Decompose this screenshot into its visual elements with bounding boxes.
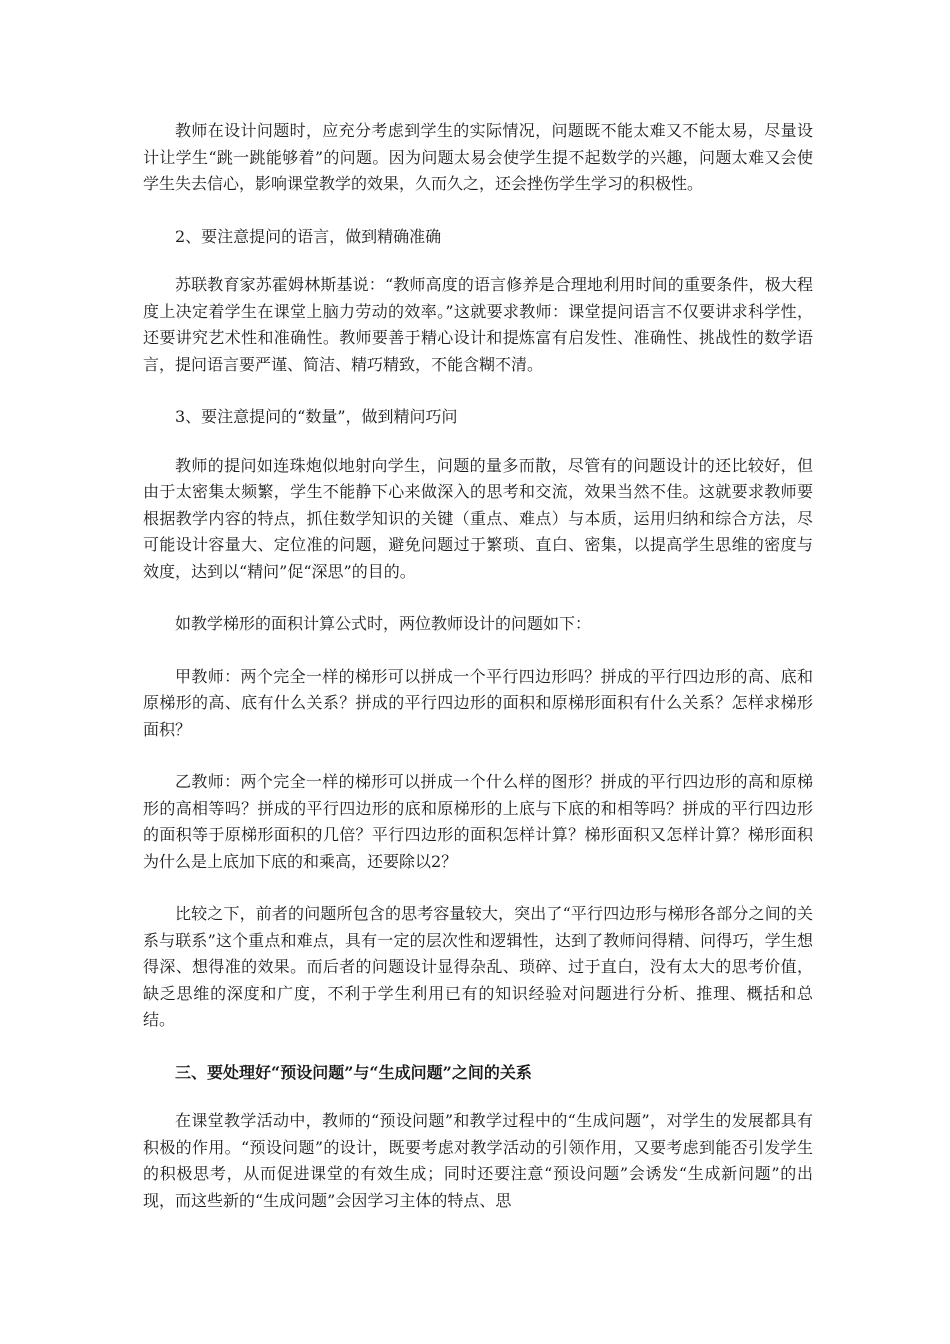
paragraph-teacher-b-questions: 乙教师：两个完全一样的梯形可以拼成一个什么样的图形？拼成的平行四边形的高和原梯形的高相等吗？拼成的平行四边形的底和原梯形的上底与下底的和相等吗？拼成的平行四边形的面积等于原梯形面积的几倍？平行四边形的面积怎样计算？梯形面积又怎样计算？梯形面积为什么是上底加下底的和乘高，还要除以2？ [143, 772, 813, 871]
paragraph-teacher-a-questions: 甲教师：两个完全一样的梯形可以拼成一个平行四边形吗？拼成的平行四边形的高、底和原梯形的高、底有什么关系？拼成的平行四边形的面积和原梯形面积有什么关系？怎样求梯形面积？ [143, 666, 813, 739]
paragraph-comparison: 比较之下，前者的问题所包含的思考容量较大，突出了“平行四边形与梯形各部分之间的关系与联系”这个重点和难点，具有一定的层次性和逻辑性，达到了教师问得精、问得巧，学生想得深、想得准的效果。而后者的问题设计显得杂乱、琐碎、过于直白，没有太大的思考价值，缺乏思维的深度和广度，不利于学生利用已有的知识经验对问题进行分析、推理、概括和总结。 [143, 904, 813, 1029]
subheading-question-quantity: 3、要注意提问的“数量”，做到精问巧问 [175, 407, 458, 426]
document-body [143, 118, 813, 1240]
section-heading-preset-vs-generated: 三、要处理好“预设问题”与“生成问题”之间的关系 [175, 1062, 532, 1082]
paragraph-preset-questions: 在课堂教学活动中，教师的“预设问题”和教学过程中的“生成问题”，对学生的发展都具有积极的作用。“预设问题”的设计，既要考虑对教学活动的引领作用，又要考虑到能否引发学生的积极思考，从而促进课堂的有效生成；同时还要注意“预设问题”会诱发“生成新问题”的出现，而这些新的“生成问题”会因学习主体的特点、思 [143, 1111, 813, 1210]
paragraph-trapezoid-example-intro: 如教学梯形的面积计算公式时，两位教师设计的问题如下： [175, 614, 592, 633]
paragraph-question-difficulty: 教师在设计问题时，应充分考虑到学生的实际情况，问题既不能太难又不能太易，尽量设计让学生“跳一跳能够着”的问题。因为问题太易会使学生提不起数学的兴趣，问题太难又会使学生失去信心，影响课堂教学的效果，久而久之，还会挫伤学生学习的积极性。 [143, 121, 813, 193]
paragraph-sukhomlinsky-quote: 苏联教育家苏霍姆林斯基说：“教师高度的语言修养是合理地利用时间的重要条件，极大程度上决定着学生在课堂上脑力劳动的效率。”这就要求教师：课堂提问语言不仅要讲求科学性，还要讲究艺术性和准确性。教师要善于精心设计和提炼富有启发性、准确性、挑战性的数学语言，提问语言要严谨、简洁、精巧精致，不能含糊不清。 [143, 275, 813, 374]
paragraph-question-density: 教师的提问如连珠炮似地射向学生，问题的量多而散，尽管有的问题设计的还比较好，但由于太密集太频繁，学生不能静下心来做深入的思考和交流，效果当然不佳。这就要求教师要根据教学内容的特点，抓住数学知识的关键（重点、难点）与本质，运用归纳和综合方法，尽可能设计容量大、定位准的问题，避免问题过于繁琐、直白、密集，以提高学生思维的密度与效度，达到以“精问”促“深思”的目的。 [143, 455, 813, 581]
subheading-question-language: 2、要注意提问的语言，做到精确准确 [175, 226, 442, 246]
